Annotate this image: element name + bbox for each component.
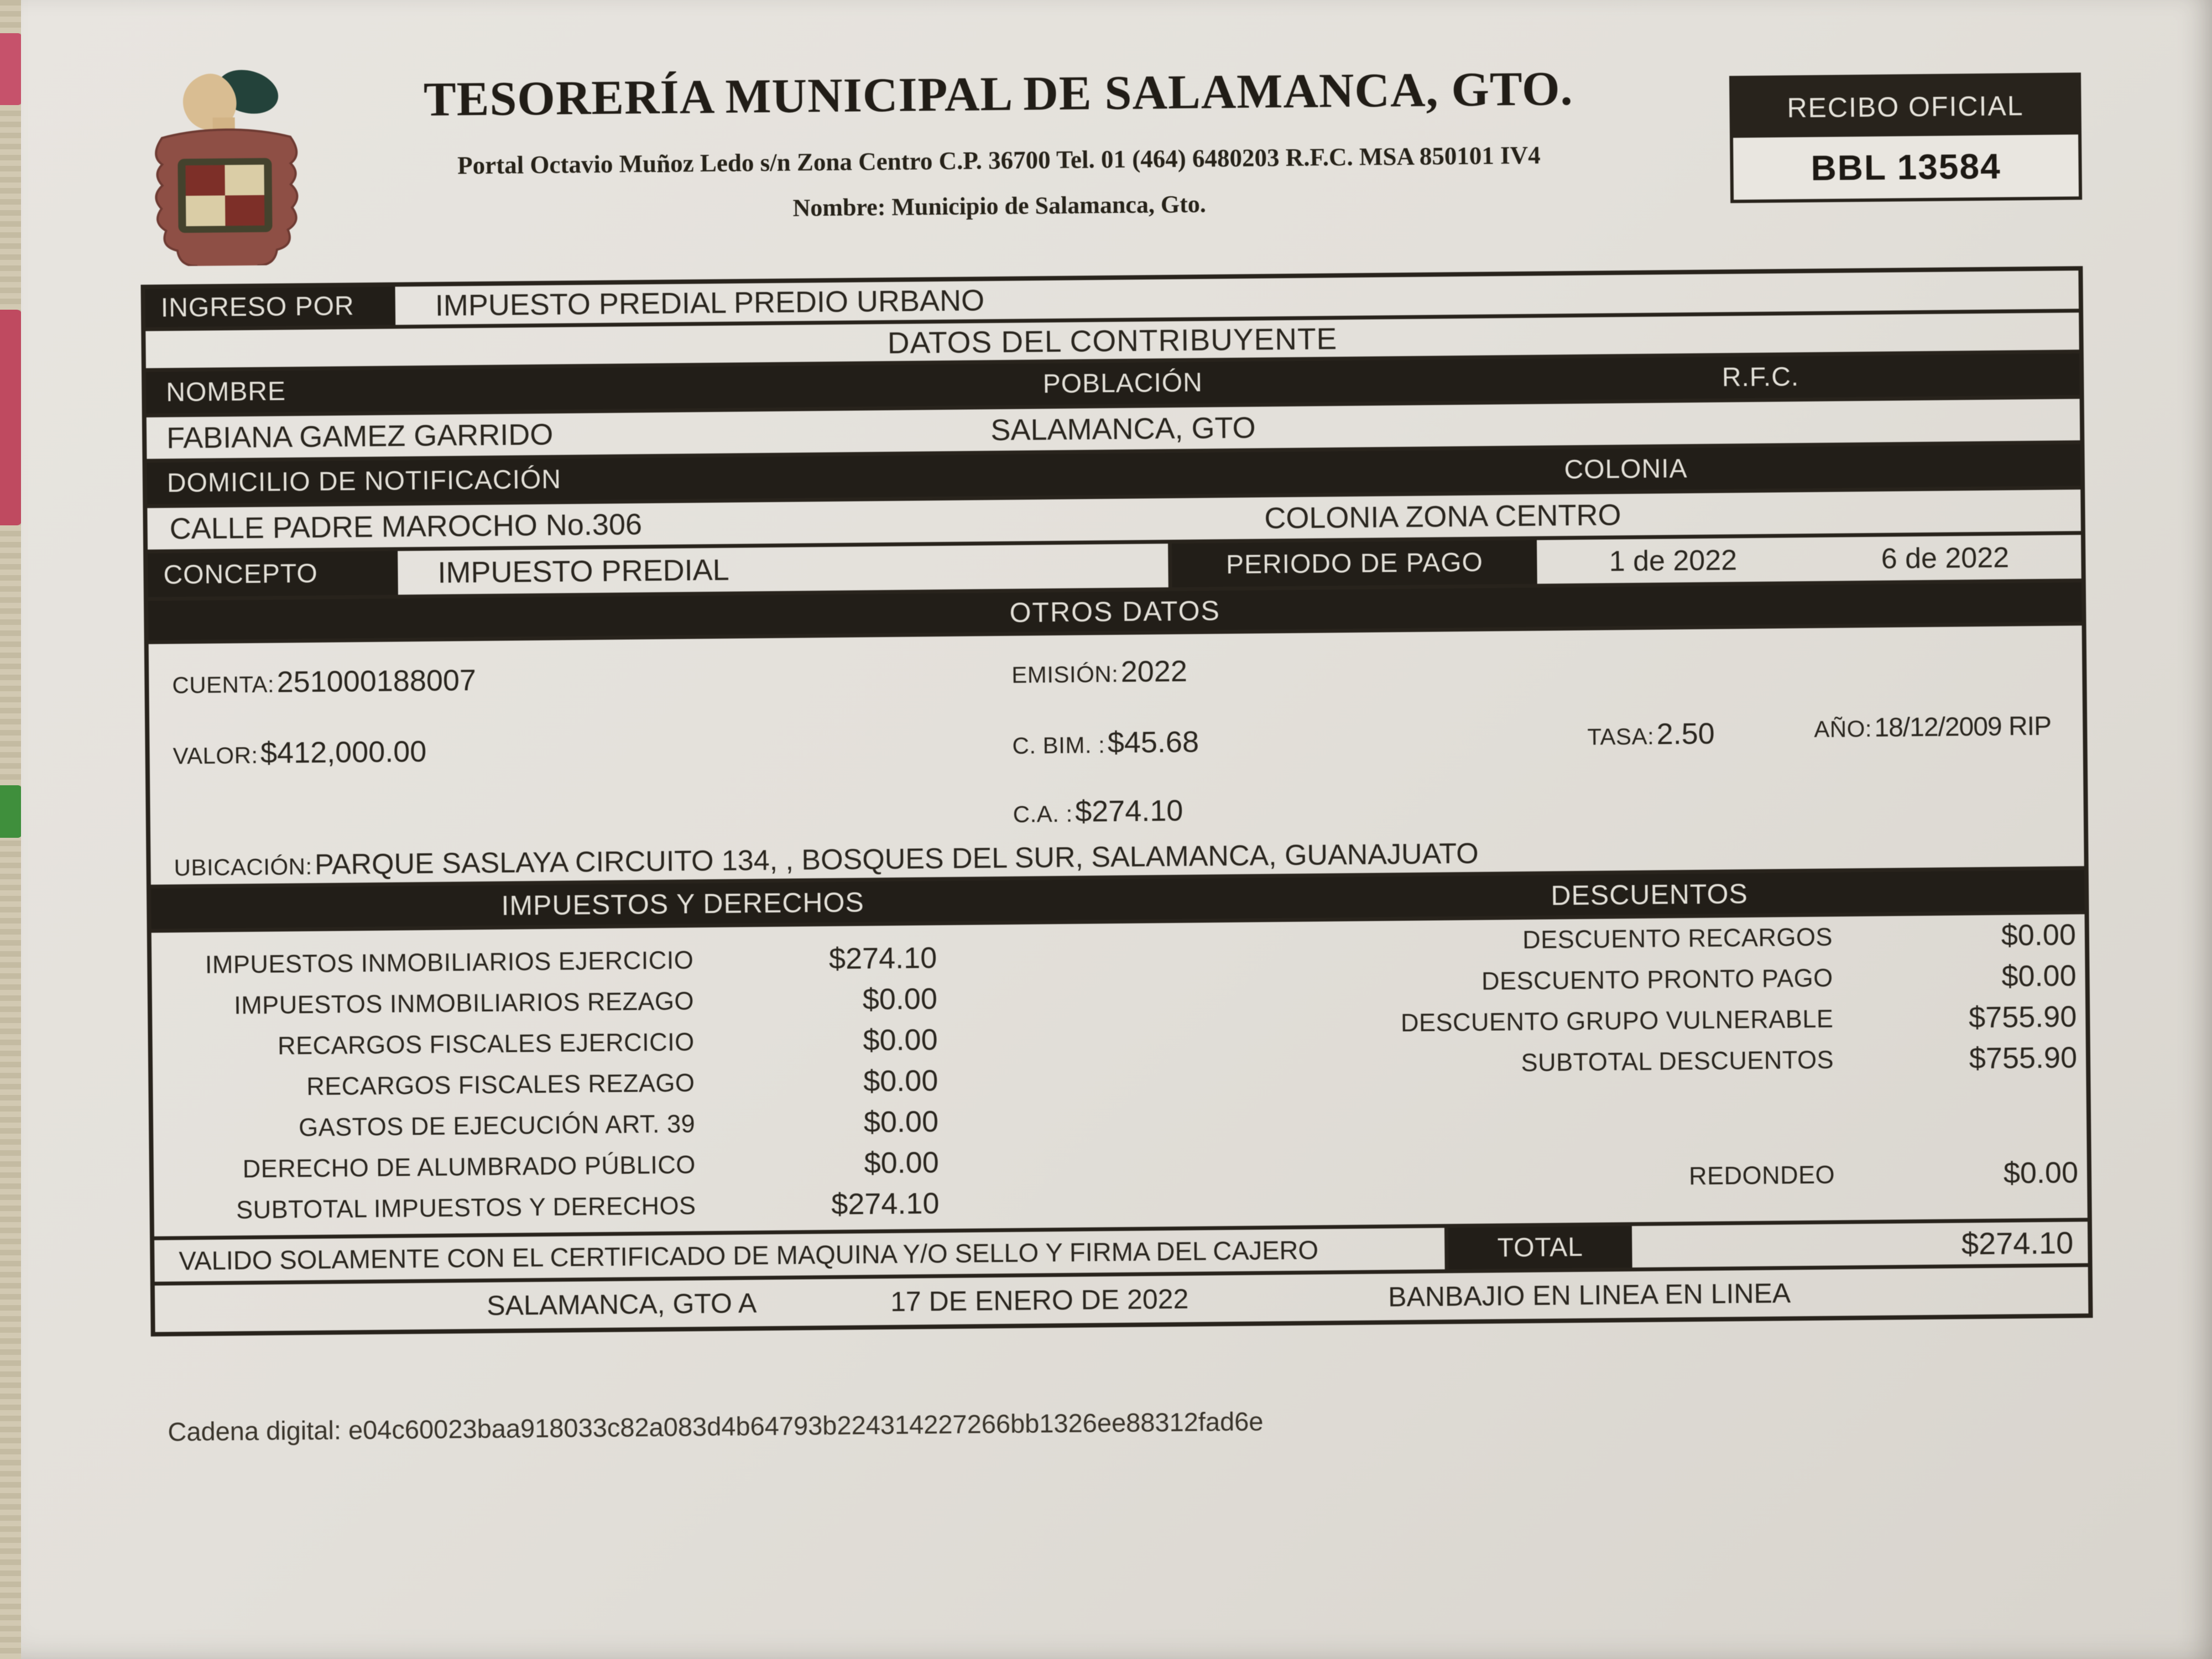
domicilio-value: CALLE PADRE MAROCHO No.306 bbox=[169, 507, 643, 545]
anio-label: AÑO: bbox=[1814, 715, 1872, 742]
receipt-form bbox=[140, 266, 2093, 1337]
valor-field bbox=[173, 734, 426, 771]
receipt-document bbox=[13, 0, 2212, 1659]
colonia-label: COLONIA bbox=[1564, 454, 1688, 485]
emision-field bbox=[1011, 654, 1187, 690]
cuenta-value: 251000188007 bbox=[276, 664, 477, 699]
descuentos-header: DESCUENTOS bbox=[1551, 878, 1749, 911]
cbim-label: C. BIM. : bbox=[1012, 732, 1105, 759]
periodo-hasta: 6 de 2022 bbox=[1881, 541, 2010, 575]
periodo-de-pago-label: PERIODO DE PAGO bbox=[1172, 540, 1537, 587]
medio-pago-text: BANBAJIO EN LINEA EN LINEA bbox=[1387, 1277, 1791, 1313]
valido-text: VALIDO SOLAMENTE CON EL CERTIFICADO DE MAQUINA Y/O SELLO Y FIRMA DEL CAJERO bbox=[154, 1228, 1449, 1281]
row-label: DESCUENTO RECARGOS bbox=[1522, 922, 1833, 954]
cuenta-field bbox=[172, 663, 476, 700]
table-row bbox=[153, 1101, 961, 1150]
poblacion-value: SALAMANCA, GTO bbox=[990, 411, 1256, 447]
ingreso-por-value: IMPUESTO PREDIAL PREDIO URBANO bbox=[435, 283, 985, 322]
table-row bbox=[153, 1060, 961, 1109]
tasa-value: 2.50 bbox=[1656, 717, 1715, 751]
nombre-value: FABIANA GAMEZ GARRIDO bbox=[166, 418, 554, 455]
table-gap bbox=[1093, 1078, 2078, 1161]
colonia-value: COLONIA ZONA CENTRO bbox=[1264, 498, 1621, 535]
row-label: DESCUENTO PRONTO PAGO bbox=[1481, 963, 1833, 995]
total-value: $274.10 bbox=[1961, 1225, 2074, 1261]
ca-field bbox=[1013, 794, 1183, 830]
valor-value: $412,000.00 bbox=[260, 734, 427, 770]
redondeo-row bbox=[1094, 1152, 2079, 1202]
row-value: $274.10 bbox=[828, 941, 937, 976]
ubicacion-label: UBICACIÓN: bbox=[174, 853, 312, 881]
row-value: $0.00 bbox=[863, 1105, 939, 1139]
office-address-line: Portal Octavio Muñoz Ledo s/n Zona Centro C.P. 36700 Tel. 01 (464) 6480203 R.F.C. MSA 850101 IV4 bbox=[457, 141, 1541, 180]
cuenta-label: CUENTA: bbox=[172, 671, 275, 698]
periodo-values bbox=[1537, 535, 2081, 583]
nombre-label: NOMBRE bbox=[166, 377, 286, 408]
redondeo-label: REDONDEO bbox=[1688, 1160, 1835, 1191]
row-value: $0.00 bbox=[2001, 918, 2077, 952]
receipt-paper bbox=[21, 0, 2212, 1659]
rfc-label: R.F.C. bbox=[1721, 362, 1799, 393]
table-row bbox=[153, 1142, 961, 1191]
row-value: $755.90 bbox=[1968, 1000, 2077, 1035]
row-value: $0.00 bbox=[863, 1023, 938, 1057]
cbim-value: $45.68 bbox=[1107, 725, 1199, 760]
page-title: TESORERÍA MUNICIPAL DE SALAMANCA, GTO. bbox=[423, 62, 1573, 127]
table-row bbox=[152, 1019, 960, 1068]
table-row bbox=[154, 1183, 962, 1232]
concepto-value: IMPUESTO PREDIAL bbox=[398, 544, 1172, 594]
row-label: SUBTOTAL DESCUENTOS bbox=[1521, 1045, 1834, 1077]
impuestos-table bbox=[152, 937, 962, 1232]
row-value: $0.00 bbox=[863, 1064, 938, 1098]
otros-datos-section bbox=[149, 625, 2084, 889]
rfc-value bbox=[1442, 420, 2080, 426]
descuentos-table bbox=[1092, 914, 2079, 1202]
ca-label: C.A. : bbox=[1013, 800, 1073, 827]
amounts-tables bbox=[152, 914, 2088, 1240]
otros-datos-header: OTROS DATOS bbox=[148, 582, 2082, 644]
row-value: $0.00 bbox=[2001, 959, 2077, 993]
anio-field bbox=[1814, 711, 2051, 744]
tasa-field bbox=[1587, 717, 1715, 752]
row-label: RECARGOS FISCALES EJERCICIO bbox=[277, 1027, 695, 1060]
row-label: DESCUENTO GRUPO VULNERABLE bbox=[1400, 1004, 1834, 1037]
row-value: $755.90 bbox=[1969, 1041, 2078, 1076]
impuestos-y-derechos-header: IMPUESTOS Y DERECHOS bbox=[501, 886, 865, 921]
ubicacion-value: PARQUE SASLAYA CIRCUITO 134, , BOSQUES DEL SUR, SALAMANCA, GUANAJUATO bbox=[314, 837, 1479, 881]
row-label: IMPUESTOS INMOBILIARIOS EJERCICIO bbox=[205, 946, 694, 979]
row-value: $0.00 bbox=[864, 1146, 940, 1180]
receipt-number: BBL 13584 bbox=[1811, 146, 2001, 188]
emision-label: EMISIÓN: bbox=[1011, 660, 1119, 688]
fecha-text: 17 DE ENERO DE 2022 bbox=[890, 1283, 1189, 1317]
table-row bbox=[152, 937, 959, 986]
row-label: DERECHO DE ALUMBRADO PÚBLICO bbox=[242, 1150, 696, 1183]
lugar-text: SALAMANCA, GTO A bbox=[486, 1287, 757, 1321]
redondeo-value: $0.00 bbox=[2003, 1156, 2079, 1190]
row-label: SUBTOTAL IMPUESTOS Y DERECHOS bbox=[236, 1191, 696, 1224]
row-value: $274.10 bbox=[831, 1187, 940, 1221]
cbim-field bbox=[1012, 725, 1199, 761]
ubicacion-field bbox=[174, 837, 1479, 883]
municipality-name-line: Nombre: Municipio de Salamanca, Gto. bbox=[792, 190, 1206, 222]
datos-contribuyente-header: DATOS DEL CONTRIBUYENTE bbox=[145, 312, 2079, 372]
fabric-green-stripe bbox=[0, 785, 22, 838]
row-label: IMPUESTOS INMOBILIARIOS REZAGO bbox=[233, 987, 695, 1020]
ca-value: $274.10 bbox=[1074, 794, 1183, 828]
poblacion-label: POBLACIÓN bbox=[1042, 368, 1203, 399]
row-label: RECARGOS FISCALES REZAGO bbox=[306, 1068, 695, 1101]
receipt-box-label: RECIBO OFICIAL bbox=[1733, 76, 2078, 138]
official-receipt-box bbox=[1729, 72, 2082, 203]
row-value: $0.00 bbox=[862, 982, 938, 1016]
cadena-digital-text: Cadena digital: e04c60023baa918033c82a083d4b64793b224314227266bb1326ee88312fad6e bbox=[168, 1406, 1264, 1447]
total-label: TOTAL bbox=[1448, 1226, 1632, 1269]
tasa-label: TASA: bbox=[1587, 723, 1655, 750]
anio-value: 18/12/2009 RIP bbox=[1874, 711, 2052, 743]
ingreso-por-label: INGRESO POR bbox=[145, 286, 396, 327]
row-label: GASTOS DE EJECUCIÓN ART. 39 bbox=[298, 1109, 696, 1142]
domicilio-label: DOMICILIO DE NOTIFICACIÓN bbox=[166, 465, 562, 498]
concepto-label: CONCEPTO bbox=[148, 551, 398, 597]
emision-value: 2022 bbox=[1120, 654, 1188, 688]
periodo-desde: 1 de 2022 bbox=[1609, 544, 1738, 577]
table-row bbox=[152, 978, 960, 1027]
valor-label: VALOR: bbox=[173, 742, 258, 769]
